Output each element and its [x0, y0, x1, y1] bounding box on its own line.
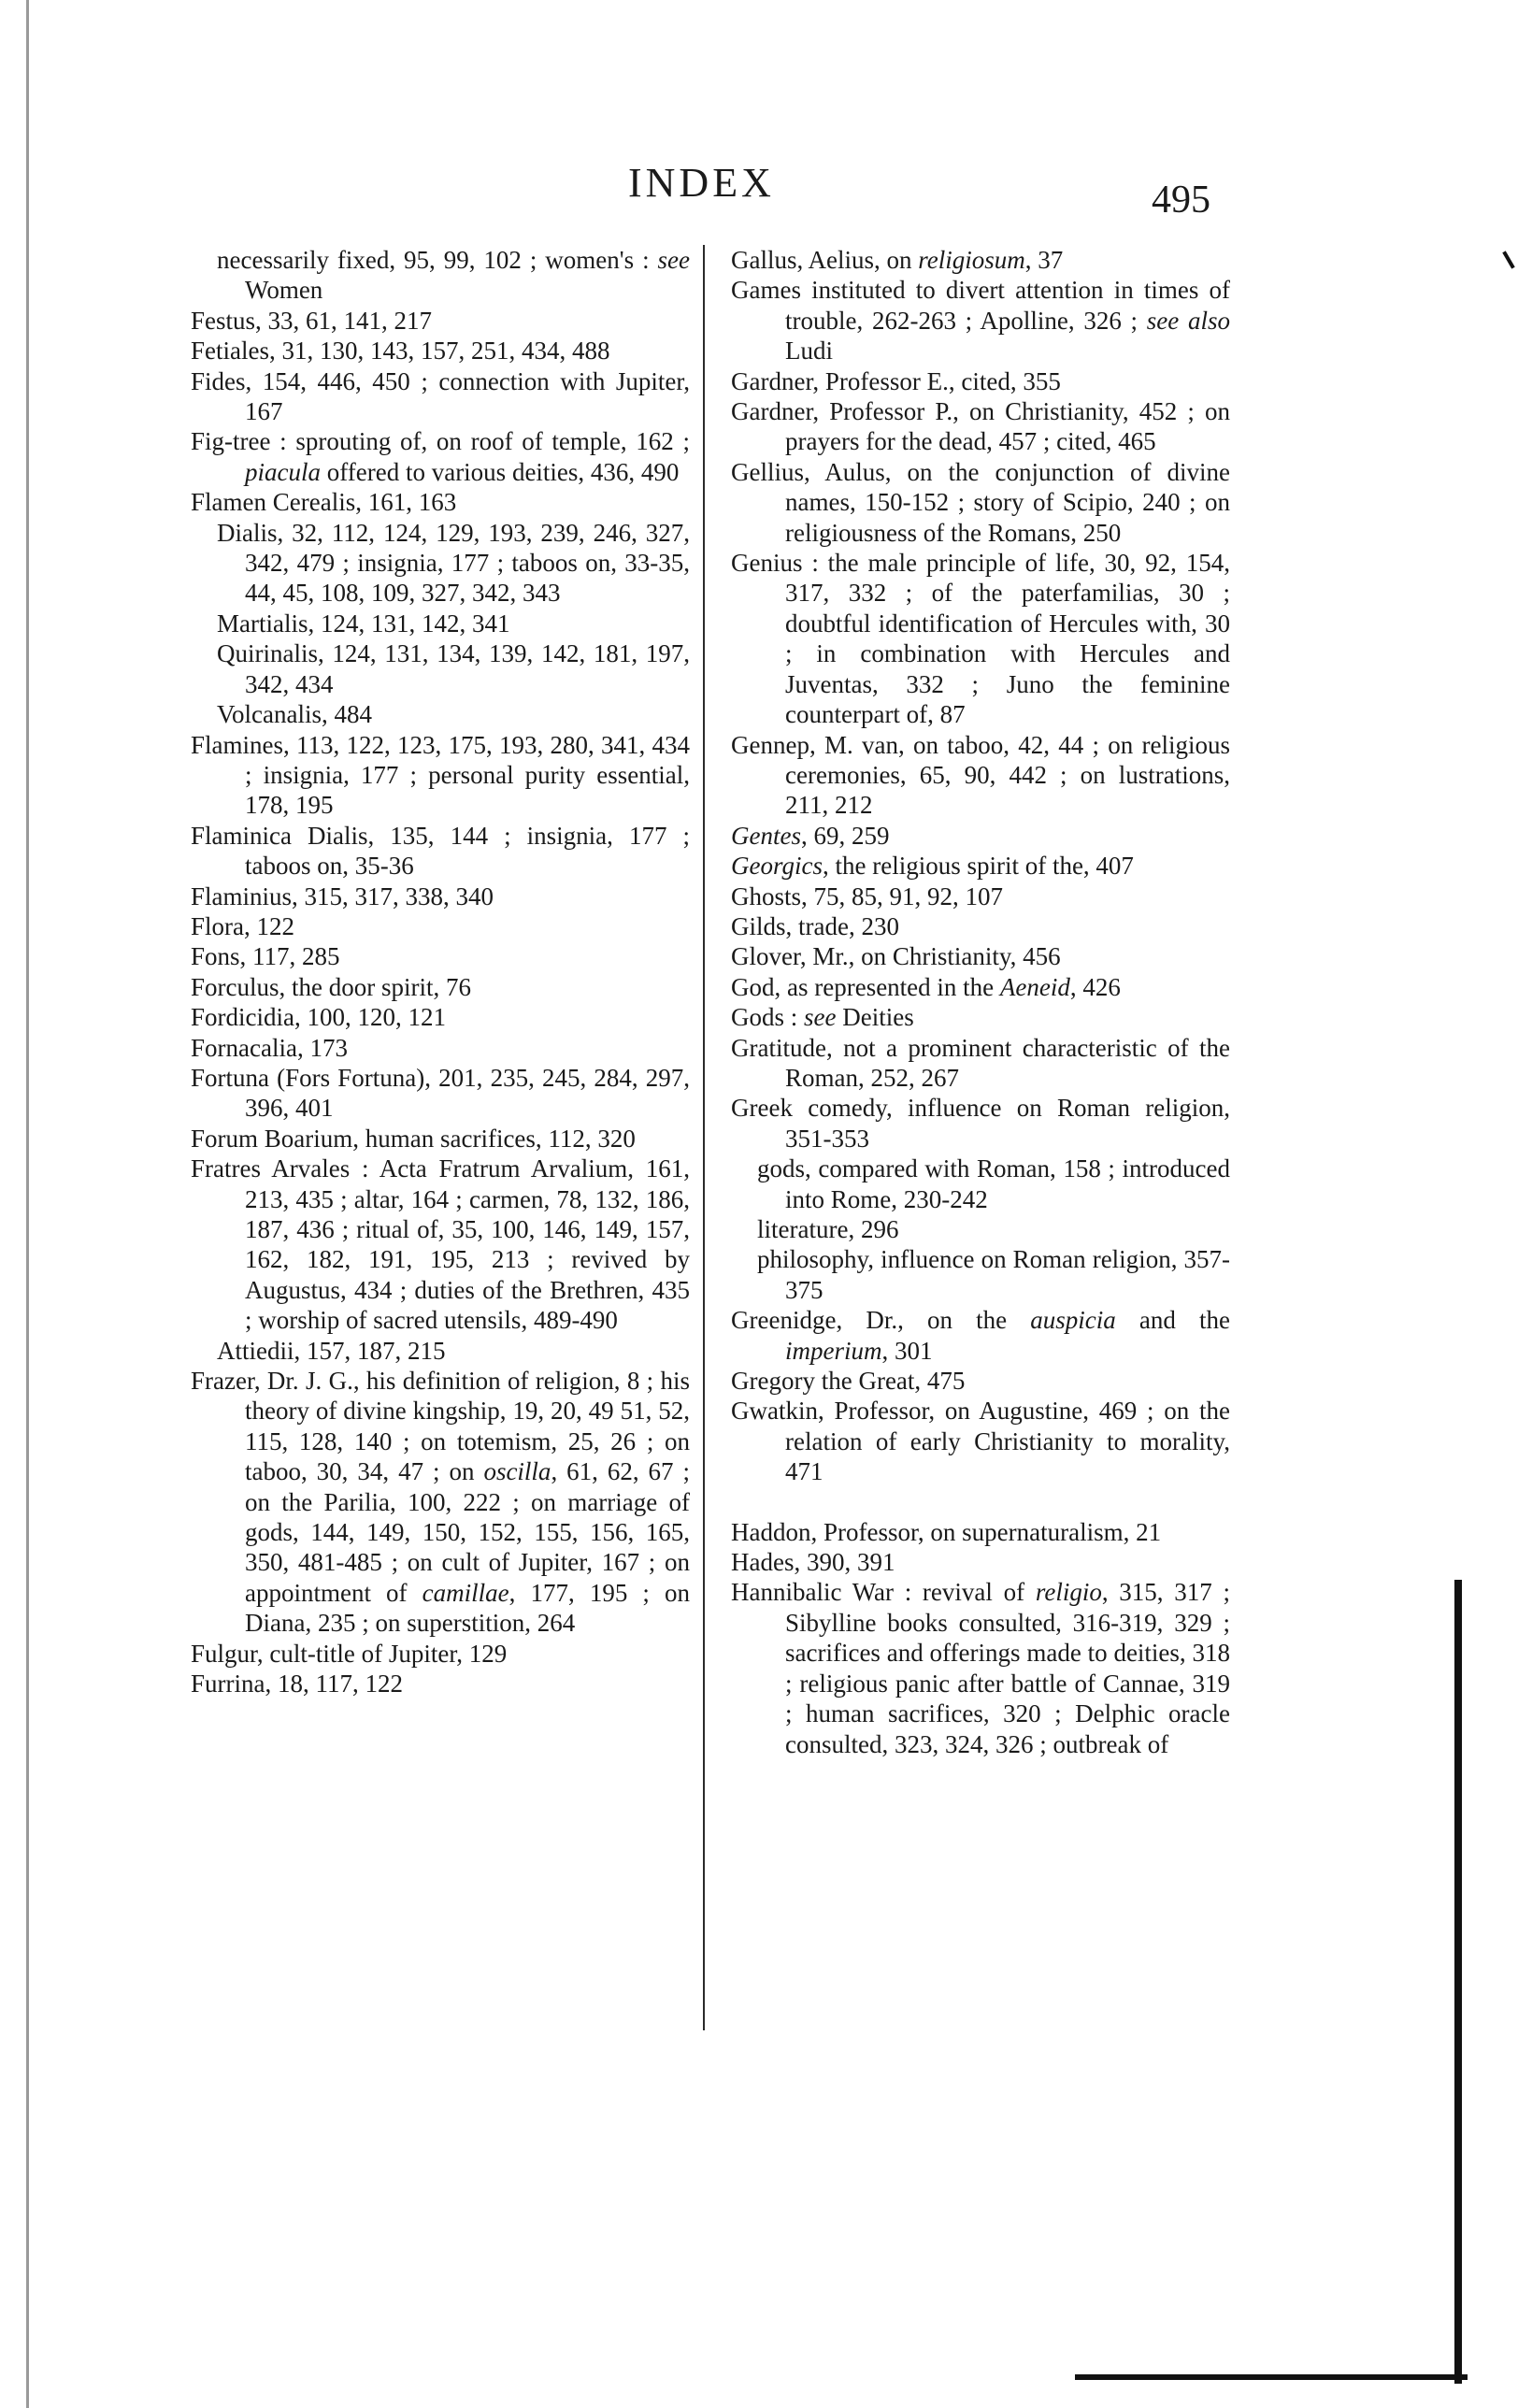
entry-italic-text: see also: [1146, 306, 1230, 335]
entry-text: Ghosts, 75, 85, 91, 92, 107: [731, 882, 1004, 910]
entry-text: Ludi: [785, 337, 833, 366]
index-subentry: [731, 1154, 1230, 1214]
entry-text: Haddon, Professor, on supernaturalism, 21: [731, 1517, 1162, 1546]
entry-text: Glover, Mr., on Christianity, 456: [731, 942, 1061, 971]
index-entry: [731, 851, 1230, 881]
index-entry: [731, 941, 1230, 971]
entry-text: Fulgur, cult-title of Jupiter, 129: [191, 1639, 508, 1668]
index-entry: [731, 1366, 1230, 1396]
index-entry: [731, 1033, 1230, 1094]
entry-text: Fons, 117, 285: [191, 942, 340, 971]
entry-italic-text: religio: [1035, 1578, 1102, 1607]
index-entry: [731, 972, 1230, 1002]
index-subentry: [191, 699, 690, 729]
index-entry: [731, 457, 1230, 548]
index-entry: [191, 487, 690, 517]
entry-text: Gallus, Aelius, on: [731, 246, 919, 274]
index-entry: [191, 1669, 690, 1698]
entry-text: God, as represented in the: [731, 972, 1000, 1001]
scan-smudge: [1502, 251, 1514, 268]
entry-text: Quirinalis, 124, 131, 134, 139, 142, 181, 197, 342, 434: [217, 639, 690, 698]
scan-edge-bottom: [1075, 2374, 1468, 2380]
index-entry: [191, 336, 690, 366]
entry-text: Gods :: [731, 1003, 805, 1032]
entry-text: Greenidge, Dr., on the: [731, 1306, 1031, 1335]
entry-text: Gilds, trade, 230: [731, 911, 899, 940]
entry-text: , the religious spirit of the, 407: [822, 852, 1134, 881]
index-entry: [731, 1517, 1230, 1547]
entry-text: Gennep, M. van, on taboo, 42, 44 ; on religious ceremonies, 65, 90, 442 ; on lustrations, 211, 212: [731, 730, 1230, 820]
entry-italic-text: Gentes: [731, 821, 801, 850]
entry-text: and the: [1115, 1306, 1230, 1335]
entry-text: offered to various deities, 436, 490: [321, 457, 680, 486]
index-entry: [731, 821, 1230, 851]
entry-text: , 177, 195 ; on Diana, 235 ; on superstition, 264: [245, 1578, 690, 1638]
entry-text: Genius : the male principle of life, 30, 92, 154, 317, 332 ; of the paterfamilias, 30 ; doubtful identification of Hercules with, 30 ; in combination with Hercules and Juventas, 332 ; Juno the feminine counterpart of, 87: [731, 549, 1230, 729]
index-entry: [191, 882, 690, 911]
page-number: 495: [1152, 179, 1210, 222]
entry-text: Hannibalic War : revival of: [731, 1578, 1036, 1607]
entry-text: Forculus, the door spirit, 76: [191, 972, 471, 1001]
entry-italic-text: oscilla: [483, 1457, 551, 1486]
index-entry: [191, 911, 690, 941]
entry-text: Gardner, Professor P., on Christianity, 452 ; on prayers for the dead, 457 ; cited, 465: [731, 397, 1230, 456]
entry-text: , 61, 62, 67 ; on the Parilia, 100, 222 ; on marriage of gods, 144, 149, 150, 152, 155, 156, 165, 350, 481-485 ; on cult of Jupiter, 167 ; on appointment of: [245, 1457, 690, 1607]
entry-italic-text: auspicia: [1030, 1306, 1116, 1335]
index-entry: [191, 1063, 690, 1124]
page-title: INDEX: [628, 160, 775, 206]
entry-text: , 69, 259: [800, 821, 890, 850]
index-entry: [191, 1033, 690, 1063]
index-entry: [731, 1305, 1230, 1366]
index-entry: [191, 1366, 690, 1639]
column-divider: [703, 245, 705, 2030]
entry-italic-text: piacula: [245, 457, 321, 486]
entry-text: Gardner, Professor E., cited, 355: [731, 366, 1061, 395]
index-entry: [191, 941, 690, 971]
entry-text: Women: [245, 276, 323, 305]
index-entry: [191, 1002, 690, 1032]
scan-edge-right: [1454, 1580, 1462, 2384]
index-entry: [191, 730, 690, 821]
index-entry: [731, 275, 1230, 366]
entry-text: literature, 296: [757, 1215, 899, 1243]
index-subentry: [191, 245, 690, 306]
entry-text: Flora, 122: [191, 911, 294, 940]
entry-text: Games instituted to divert attention in times of trouble, 262-263 ; Apolline, 326 ;: [731, 276, 1230, 335]
entry-italic-text: Georgics: [731, 852, 823, 881]
entry-text: Flaminius, 315, 317, 338, 340: [191, 882, 494, 910]
index-entry: [191, 821, 690, 882]
entry-text: Martialis, 124, 131, 142, 341: [217, 609, 510, 638]
entry-text: Fordicidia, 100, 120, 121: [191, 1003, 446, 1032]
entry-text: , 315, 317 ; Sibylline books consulted, 316-319, 329 ; sacrifices and offerings made to deities, 318 ; religious panic after battle of Cannae, 319 ; human sacrifices, 320 ; Delphic oracle consulted, 323, 324, 326 ; outbreak of: [785, 1578, 1230, 1758]
entry-text: Volcanalis, 484: [217, 700, 372, 729]
entry-text: Fortuna (Fors Fortuna), 201, 235, 245, 284, 297, 396, 401: [191, 1063, 690, 1123]
entry-text: Forum Boarium, human sacrifices, 112, 320: [191, 1124, 636, 1153]
entry-text: Furrina, 18, 117, 122: [191, 1670, 403, 1698]
entry-text: Fornacalia, 173: [191, 1033, 348, 1062]
entry-italic-text: see: [657, 246, 690, 274]
entry-italic-text: imperium: [785, 1336, 882, 1365]
index-subentry: [731, 1244, 1230, 1305]
index-entry: [731, 1396, 1230, 1486]
index-entry: [731, 245, 1230, 275]
index-entry: [731, 396, 1230, 457]
index-entry: [191, 306, 690, 336]
entry-text: Gregory the Great, 475: [731, 1367, 966, 1396]
entry-text: , 37: [1024, 246, 1064, 274]
entry-text: Frazer, Dr. J. G., his definition of religion, 8 ; his theory of divine kingship, 19, 20, 49 51, 52, 115, 128, 140 ; on totemism, 25, 26 ; on taboo, 30, 34, 47 ; on: [191, 1367, 690, 1486]
index-subentry: [191, 609, 690, 638]
index-entry: [191, 366, 690, 427]
entry-text: Flamines, 113, 122, 123, 175, 193, 280, 341, 434 ; insignia, 177 ; personal purity essential, 178, 195: [191, 730, 690, 820]
entry-text: , 301: [881, 1336, 933, 1365]
entry-text: Gratitude, not a prominent characteristic of the Roman, 252, 267: [731, 1033, 1230, 1092]
index-entry: [191, 1124, 690, 1154]
index-entry: [191, 426, 690, 487]
entry-text: necessarily fixed, 95, 99, 102 ; women's :: [217, 246, 658, 274]
entry-text: gods, compared with Roman, 158 ; introduced into Rome, 230-242: [757, 1154, 1230, 1213]
entry-text: philosophy, influence on Roman religion, 357-375: [757, 1245, 1230, 1304]
index-entry: [731, 1002, 1230, 1032]
index-entry: [191, 1639, 690, 1669]
entry-text: Fratres Arvales : Acta Fratrum Arvalium, 161, 213, 435 ; altar, 164 ; carmen, 78, 132, 186, 187, 436 ; ritual of, 35, 100, 146, 149, 157, 162, 182, 191, 195, 213 ; revived by Augustus, 434 ; duties of the Brethren, 435 ; worship of sacred utensils, 489-490: [191, 1154, 690, 1335]
entry-text: Flaminica Dialis, 135, 144 ; insignia, 177 ; taboos on, 35-36: [191, 821, 690, 881]
entry-text: Festus, 33, 61, 141, 217: [191, 306, 433, 335]
entry-text: Deities: [836, 1003, 914, 1032]
index-subentry: [191, 638, 690, 699]
index-column-right: [731, 245, 1230, 1759]
entry-text: Hades, 390, 391: [731, 1548, 895, 1577]
index-subentry: [191, 518, 690, 609]
entry-text: Gwatkin, Professor, on Augustine, 469 ; on the relation of early Christianity to morality, 471: [731, 1397, 1230, 1486]
index-entry: [731, 911, 1230, 941]
entry-text: Fetiales, 31, 130, 143, 157, 251, 434, 488: [191, 337, 610, 366]
index-entry: [731, 882, 1230, 911]
index-subentry: [731, 1214, 1230, 1244]
index-entry: [191, 972, 690, 1002]
index-subentry: [191, 1336, 690, 1366]
index-entry: [731, 548, 1230, 729]
entry-text: Fig-tree : sprouting of, on roof of temple, 162 ;: [191, 427, 690, 456]
index-entry: [731, 1577, 1230, 1758]
index-entry: [731, 1093, 1230, 1154]
entry-text: Greek comedy, influence on Roman religion, 351-353: [731, 1094, 1230, 1153]
index-entry: [731, 366, 1230, 396]
index-column-left: [191, 245, 690, 1699]
entry-italic-text: Aeneid: [999, 972, 1070, 1001]
entry-italic-text: religiosum: [918, 246, 1025, 274]
entry-italic-text: see: [804, 1003, 837, 1032]
index-section-gap: [731, 1487, 1230, 1517]
scan-edge-left: [26, 0, 29, 2408]
entry-text: Dialis, 32, 112, 124, 129, 193, 239, 246, 327, 342, 479 ; insignia, 177 ; taboos on, 33-35, 44, 45, 108, 109, 327, 342, 343: [217, 518, 690, 608]
entry-text: Fides, 154, 446, 450 ; connection with Jupiter, 167: [191, 366, 690, 426]
entry-italic-text: camillae: [422, 1578, 509, 1607]
entry-text: Gellius, Aulus, on the conjunction of divine names, 150-152 ; story of Scipio, 240 ; on religiousness of the Romans, 250: [731, 457, 1230, 547]
index-entry: [191, 1154, 690, 1335]
index-entry: [731, 730, 1230, 821]
entry-text: , 426: [1069, 972, 1121, 1001]
entry-text: Flamen Cerealis, 161, 163: [191, 488, 457, 517]
entry-text: Attiedii, 157, 187, 215: [217, 1336, 446, 1365]
index-entry: [731, 1547, 1230, 1577]
